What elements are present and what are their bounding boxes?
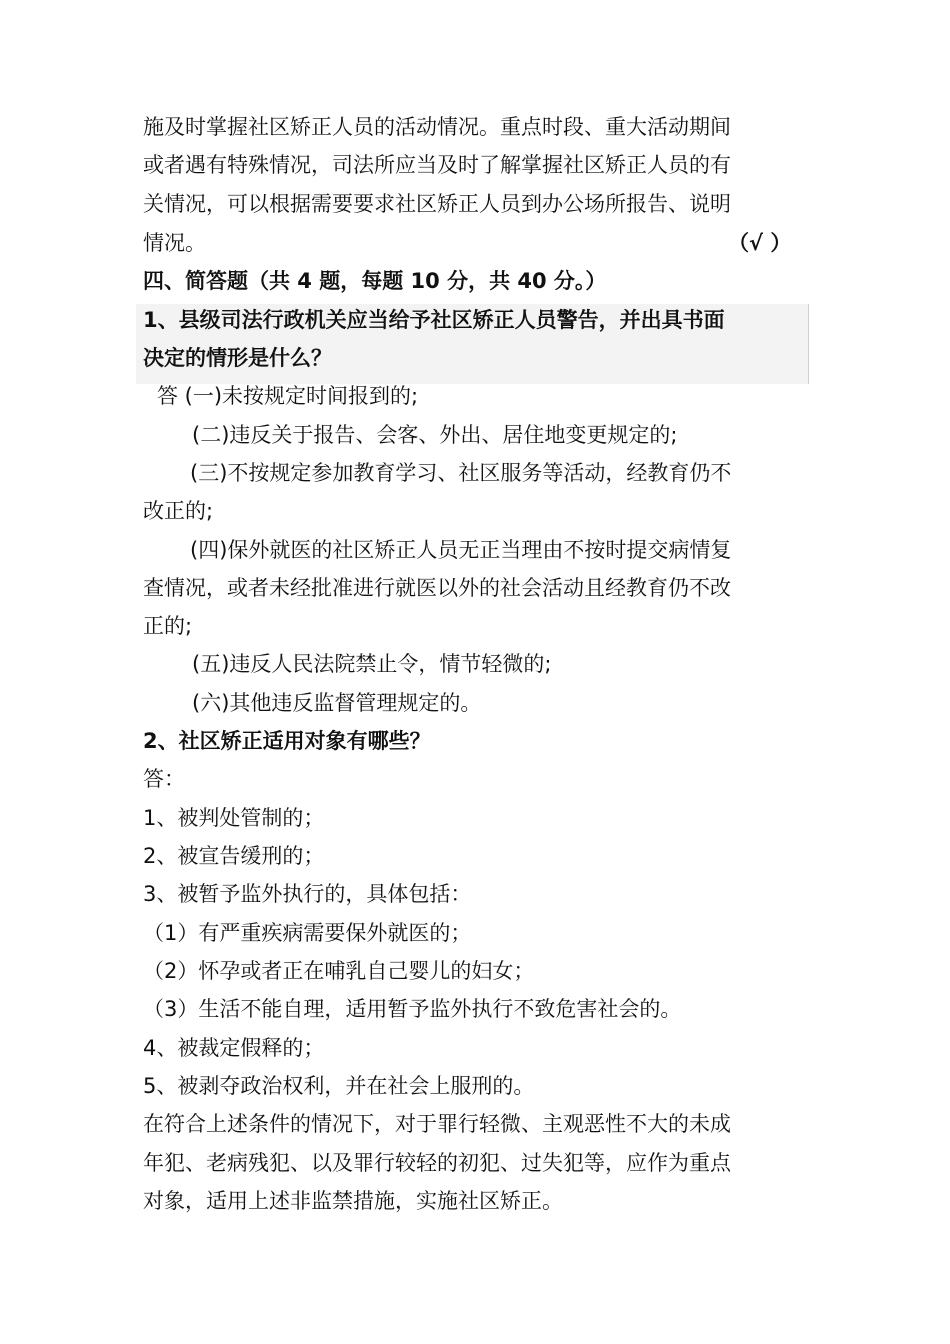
answer-item: 4、被裁定假释的； <box>143 1036 325 1060</box>
answer-item: 查情况，或者未经批准进行就医以外的社会活动且经教育仍不改 <box>143 576 731 600</box>
paragraph-line: 施及时掌握社区矫正人员的活动情况。重点时段、重大活动期间 <box>143 115 731 139</box>
closing-paragraph-line: 在符合上述条件的情况下，对于罪行轻微、主观恶性不大的未成 <box>143 1112 731 1136</box>
answer-item: 改正的; <box>143 499 214 523</box>
closing-paragraph-line: 年犯、老病残犯、以及罪行较轻的初犯、过失犯等，应作为重点 <box>143 1151 731 1175</box>
answer-item: 1、被判处管制的； <box>143 806 325 830</box>
answer-line: 答 (一)未按规定时间报到的; <box>157 384 419 408</box>
question-1-title: 1、县级司法行政机关应当给予社区矫正人员警告，并出具书面 <box>143 308 725 332</box>
answer-item: 3、被暂予监外执行的，具体包括： <box>143 882 472 906</box>
answer-item: 正的; <box>143 614 193 638</box>
paragraph-line: 情况。 <box>143 231 206 255</box>
answer-item: 2、被宣告缓刑的； <box>143 844 325 868</box>
answer-subitem: （3）生活不能自理，适用暂予监外执行不致危害社会的。 <box>143 997 682 1021</box>
true-answer-mark: （√ ） <box>728 231 792 255</box>
closing-paragraph-line: 对象，适用上述非监禁措施，实施社区矫正。 <box>143 1189 563 1213</box>
paragraph-line: 或者遇有特殊情况，司法所应当及时了解掌握社区矫正人员的有 <box>143 153 731 177</box>
answer-item: (五)违反人民法院禁止令，情节轻微的; <box>192 652 552 676</box>
answer-item: (四)保外就医的社区矫正人员无正当理由不按时提交病情复 <box>190 538 732 562</box>
answer-item: (二)违反关于报告、会客、外出、居住地变更规定的; <box>192 423 678 447</box>
paragraph-line: 关情况，可以根据需要要求社区矫正人员到办公场所报告、说明 <box>143 192 731 216</box>
section-heading: 四、简答题（共 4 题，每题 10 分，共 40 分。） <box>143 269 607 293</box>
question-2-title: 2、社区矫正适用对象有哪些？ <box>143 729 431 753</box>
answer-label: 答： <box>143 767 185 791</box>
answer-item: (六)其他违反监督管理规定的。 <box>192 691 482 715</box>
answer-item: 5、被剥夺政治权利，并在社会上服刑的。 <box>143 1074 535 1098</box>
answer-subitem: （2）怀孕或者正在哺乳自己婴儿的妇女； <box>143 959 535 983</box>
answer-subitem: （1）有严重疾病需要保外就医的； <box>143 921 472 945</box>
question-1-title: 决定的情形是什么？ <box>143 346 332 370</box>
answer-item: (三)不按规定参加教育学习、社区服务等活动，经教育仍不 <box>190 461 732 485</box>
